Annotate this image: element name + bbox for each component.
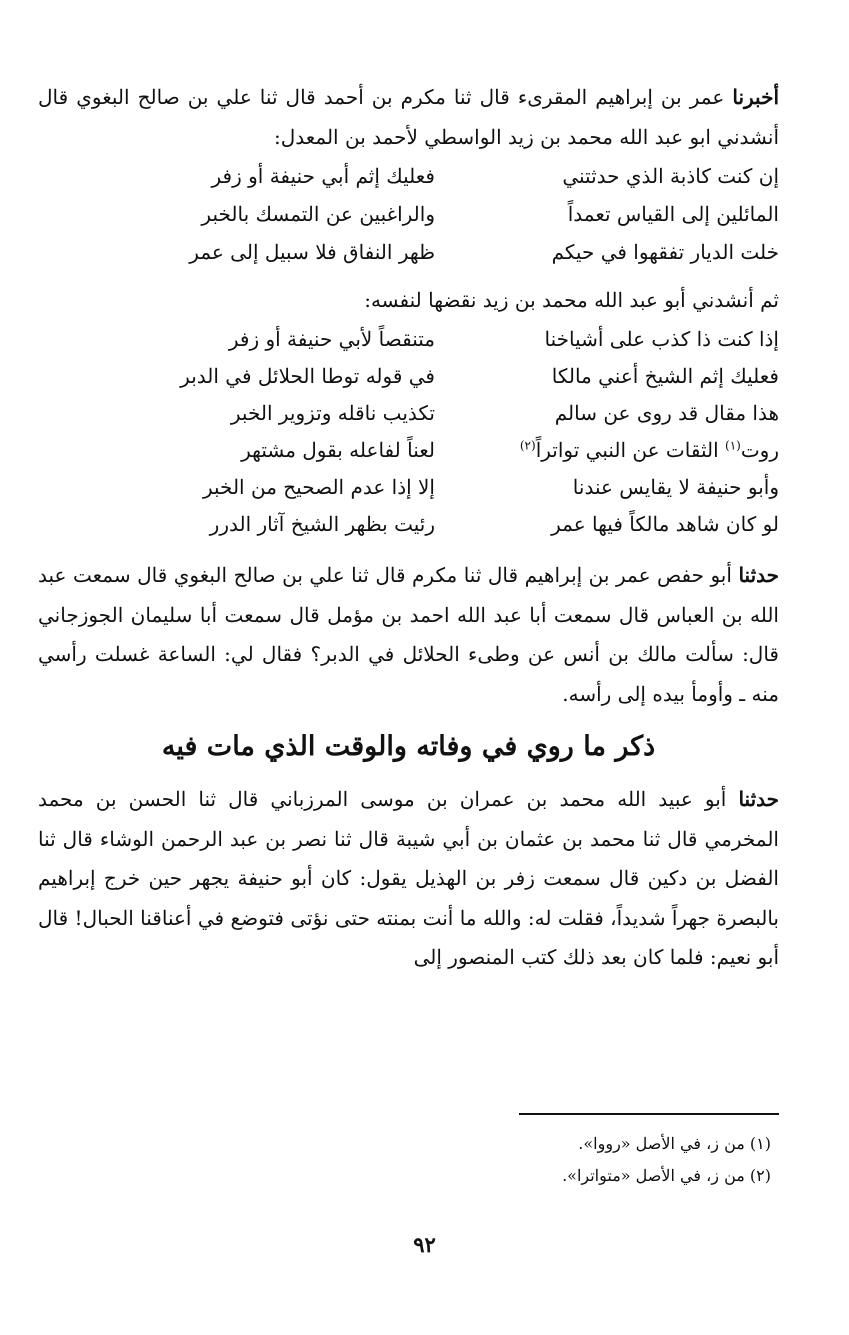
paragraph-3 [38, 780, 779, 978]
verse [38, 320, 779, 357]
page-number: ٩٢ [413, 1232, 436, 1257]
paragraph-3-lead: حدثنا [738, 787, 779, 811]
verse-first-half: لو كان شاهد مالكاً فيها عمر [551, 511, 779, 536]
verse-first-half: خلت الديار تفقهوا في حيكم [551, 240, 779, 264]
verse-second-half: متنقصاً لأبي حنيفة أو زفر [228, 326, 435, 351]
verse-word: روت [740, 437, 779, 462]
verse-first-half [449, 438, 779, 462]
verse-second-half: رئيت بظهر الشيخ آثار الدرر [209, 511, 435, 536]
verse [38, 157, 779, 195]
verse [38, 233, 779, 271]
poem-2 [38, 320, 779, 542]
footnote-divider [519, 1113, 779, 1115]
verse-second-half: فعليك إثم أبي حنيفة أو زفر [211, 164, 435, 188]
verse [38, 505, 779, 542]
poem-1 [38, 157, 779, 271]
verse-second-half: في قوله توطا الحلائل في الدبر [180, 363, 435, 388]
paragraph-2-lead: حدثنا [738, 563, 779, 587]
paragraph-2 [38, 556, 779, 714]
poem-2-intro: ثم أنشدني أبو عبد الله محمد بن زيد نقضها لنفسه: [364, 288, 779, 312]
verse-second-half: إلا إذا عدم الصحيح من الخبر [202, 474, 435, 499]
verse-second-half: والراغبين عن التمسك بالخبر [201, 202, 435, 226]
paragraph-3-text: أبو عبيد الله محمد بن عمران بن موسى المرزباني قال ثنا الحسن بن محمد المخرمي قال ثنا محمد بن عثمان بن أبي شيبة قال ثنا نصر بن عبد الرحمن الوشاء قال ثنا الفضل بن دكين قال سمعت زفر بن الهذيل يقول: كان أبو حنيفة يجهر حين خرج إبراهيم بالبصرة جهراً شديداً، فقلت له: والله ما أنت بمنته حتى نؤتى فتوضع في أعناقنا الحبال! قال أبو نعيم: فلما كان بعد ذلك كتب المنصور إلى [38, 787, 779, 969]
verse-first-half: فعليك إثم الشيخ أعني مالكا [551, 363, 779, 388]
footnote-2: (٢) من ز، في الأصل «متواترا». [562, 1166, 771, 1185]
verse-first-half: إذا كنت ذا كذب على أشياخنا [544, 326, 779, 351]
paragraph-1 [38, 78, 779, 157]
verse [38, 431, 779, 468]
footnote-marker-1: (١) [725, 437, 741, 452]
verse-first-half: وأبو حنيفة لا يقايس عندنا [572, 474, 779, 499]
footnotes [562, 1128, 771, 1192]
section-heading: ذكر ما روي في وفاته والوقت الذي مات فيه [161, 731, 656, 762]
main-text [38, 78, 779, 978]
verse-first-half: إن كنت كاذبة الذي حدثتني [562, 164, 779, 188]
verse-words: الثقات عن النبي تواتراً [535, 437, 726, 462]
spacer [38, 542, 779, 556]
paragraph-2-text: أبو حفص عمر بن إبراهيم قال ثنا مكرم قال ثنا علي بن صالح البغوي قال سمعت عبد الله بن العباس قال سمعت أبا عبد الله احمد بن مؤمل قال سمعت أبا سليمان الجوزجاني قال: سألت مالك بن أنس عن وطىء الحلائل في الدبر؟ فقال لي: الساعة غسلت رأسي منه ـ وأومأ بيده إلى رأسه. [38, 563, 779, 706]
verse [38, 195, 779, 233]
footnote-marker-2: (٢) [519, 437, 536, 452]
footnote-1: (١) من ز، في الأصل «رووا». [578, 1134, 771, 1153]
verse-first-half: هذا مقال قد روى عن سالم [554, 400, 779, 425]
verse-second-half: تكذيب ناقله وتزوير الخبر [230, 400, 435, 425]
verse [38, 468, 779, 505]
verse-first-half: المائلين إلى القياس تعمداً [567, 202, 779, 226]
verse-second-half: ظهر النفاق فلا سبيل إلى عمر [189, 240, 435, 264]
verse-second-half: لعناً لفاعله بقول مشتهر [241, 437, 435, 462]
verse [38, 357, 779, 394]
paragraph-1-text: عمر بن إبراهيم المقرىء قال ثنا مكرم بن أحمد قال ثنا علي بن صالح البغوي قال أنشدني ابو عبد الله محمد بن زيد الواسطي لأحمد بن المعدل: [38, 85, 779, 149]
verse [38, 394, 779, 431]
paragraph-1-lead: أخبرنا [732, 85, 779, 109]
